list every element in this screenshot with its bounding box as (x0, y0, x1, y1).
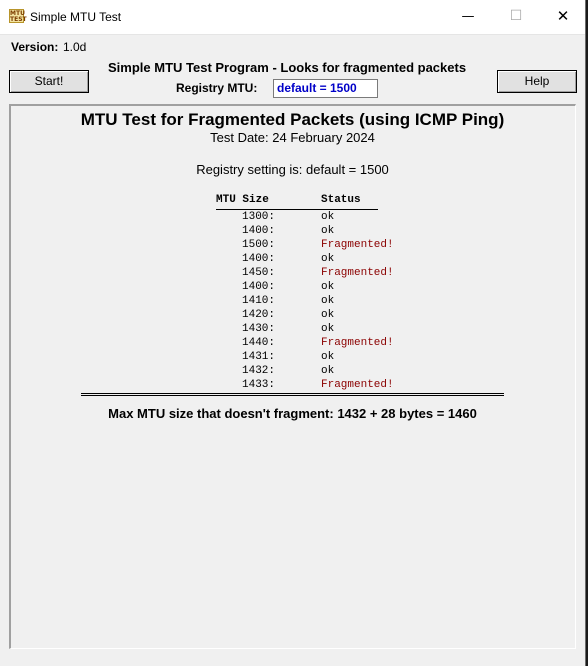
report-panel (9, 104, 576, 649)
result-rows (11, 211, 574, 393)
mtu-status: ok (321, 211, 335, 223)
mtu-size: 1500: (242, 239, 276, 251)
mtu-status: Fragmented! (321, 239, 394, 251)
result-row (11, 211, 574, 225)
mtu-status: ok (321, 225, 335, 237)
minimize-button[interactable]: — (461, 9, 475, 24)
column-header-mtu-size: MTU Size (216, 194, 269, 206)
program-title: Simple MTU Test Program - Looks for fragmented packets (108, 60, 467, 75)
mtu-size: 1410: (242, 295, 276, 307)
mtu-test-app-icon: MTU TEST (10, 10, 27, 23)
mtu-size: 1450: (242, 267, 276, 279)
result-row (11, 379, 574, 393)
result-row (11, 365, 574, 379)
mtu-status: ok (321, 323, 335, 335)
registry-mtu-label: Registry MTU: (176, 81, 258, 95)
mtu-size: 1440: (242, 337, 276, 349)
mtu-size: 1400: (242, 253, 276, 265)
result-row (11, 309, 574, 323)
mtu-size: 1431: (242, 351, 276, 363)
mtu-status: ok (321, 295, 335, 307)
mtu-status: ok (321, 281, 335, 293)
maximize-button[interactable]: ☐ (509, 8, 523, 24)
title-bar[interactable] (0, 0, 586, 35)
header-underline (216, 209, 378, 210)
double-separator (81, 393, 504, 396)
version-value: 1.0d (63, 40, 87, 54)
mtu-status: ok (321, 365, 335, 377)
mtu-size: 1420: (242, 309, 276, 321)
result-row (11, 351, 574, 365)
result-row (11, 337, 574, 351)
result-row (11, 225, 574, 239)
mtu-size: 1300: (242, 211, 276, 223)
mtu-status: ok (321, 351, 335, 363)
max-mtu-summary: Max MTU size that doesn't fragment: 1432 + 28 bytes = 1460 (108, 406, 477, 421)
mtu-status: Fragmented! (321, 337, 394, 349)
mtu-size: 1430: (242, 323, 276, 335)
mtu-size: 1400: (242, 281, 276, 293)
mtu-status: Fragmented! (321, 267, 394, 279)
mtu-status: ok (321, 309, 335, 321)
version-label: Version: (11, 40, 59, 54)
registry-mtu-field[interactable]: default = 1500 (273, 79, 378, 98)
report-date: Test Date: 24 February 2024 (210, 130, 375, 145)
report-registry-setting: Registry setting is: default = 1500 (196, 162, 389, 177)
mtu-size: 1400: (242, 225, 276, 237)
result-row (11, 281, 574, 295)
mtu-status: Fragmented! (321, 379, 394, 391)
help-button[interactable]: Help (497, 70, 577, 93)
result-row (11, 239, 574, 253)
window-title: Simple MTU Test (30, 10, 122, 24)
report-title: MTU Test for Fragmented Packets (using ICMP Ping) (80, 110, 505, 129)
mtu-status: ok (321, 253, 335, 265)
result-row (11, 253, 574, 267)
mtu-size: 1432: (242, 365, 276, 377)
result-row (11, 323, 574, 337)
result-row (11, 295, 574, 309)
column-header-status: Status (321, 194, 361, 206)
start-button[interactable]: Start! (9, 70, 89, 93)
close-button[interactable]: ✕ (556, 7, 570, 25)
mtu-size: 1433: (242, 379, 276, 391)
result-row (11, 267, 574, 281)
